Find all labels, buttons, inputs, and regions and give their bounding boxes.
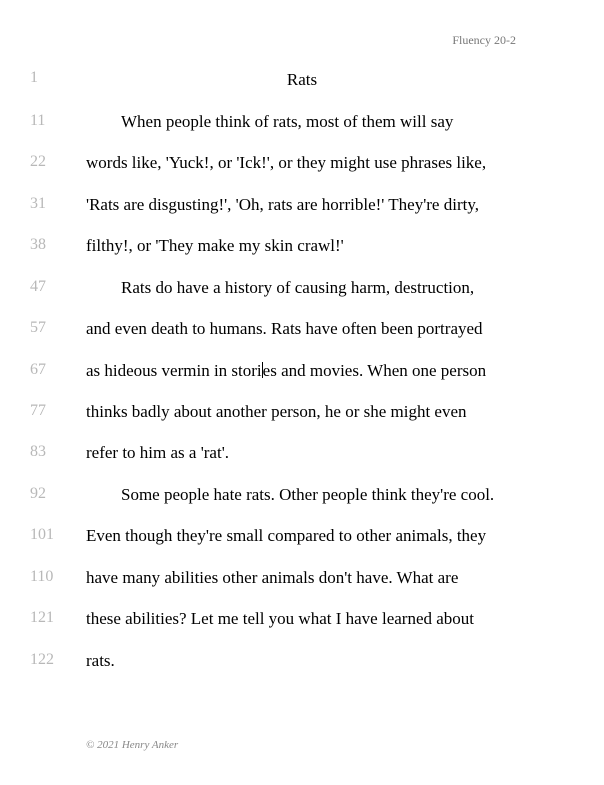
story-line: When people think of rats, most of them will say <box>121 112 454 131</box>
worksheet-label: Fluency 20-2 <box>452 33 516 47</box>
line-number: 38 <box>30 236 46 253</box>
line-number: 83 <box>30 443 46 460</box>
line-number: 77 <box>30 402 46 419</box>
story-line: words like, 'Yuck!, or 'Ick!', or they might use phrases like, <box>86 153 487 172</box>
story-line: Even though they're small compared to other animals, they <box>86 526 487 545</box>
line-number: 47 <box>30 278 46 295</box>
story-line-part: es and movies. When one person <box>262 361 487 380</box>
story-line: have many abilities other animals don't have. What are <box>86 568 459 587</box>
line-number: 101 <box>30 526 54 543</box>
line-number: 122 <box>30 651 54 668</box>
story-line: Some people hate rats. Other people think they're cool. <box>121 485 495 504</box>
story-line: filthy!, or 'They make my skin crawl!' <box>86 236 344 255</box>
story-line: thinks badly about another person, he or she might even <box>86 402 467 421</box>
line-number: 22 <box>30 153 46 170</box>
story-line: refer to him as a 'rat'. <box>86 443 230 462</box>
line-number: 11 <box>30 112 46 129</box>
line-number: 92 <box>30 485 46 502</box>
story-title: Rats <box>286 70 318 89</box>
copyright-footer: © 2021 Henry Anker <box>86 739 179 751</box>
story-line-part: as hideous vermin in stori <box>86 361 262 380</box>
line-number: 110 <box>30 568 54 585</box>
story-line: these abilities? Let me tell you what I have learned about <box>86 609 475 628</box>
story-line: 'Rats are disgusting!', 'Oh, rats are horrible!' They're dirty, <box>86 195 479 214</box>
line-number: 1 <box>30 69 38 86</box>
story-line: and even death to humans. Rats have often been portrayed <box>86 319 483 338</box>
line-number: 31 <box>30 195 46 212</box>
line-number: 57 <box>30 319 46 336</box>
line-number: 67 <box>30 361 46 378</box>
story-line: Rats do have a history of causing harm, destruction, <box>121 278 475 297</box>
story-line: rats. <box>86 651 115 670</box>
line-number: 121 <box>30 609 54 626</box>
story-line[interactable] <box>86 361 486 381</box>
